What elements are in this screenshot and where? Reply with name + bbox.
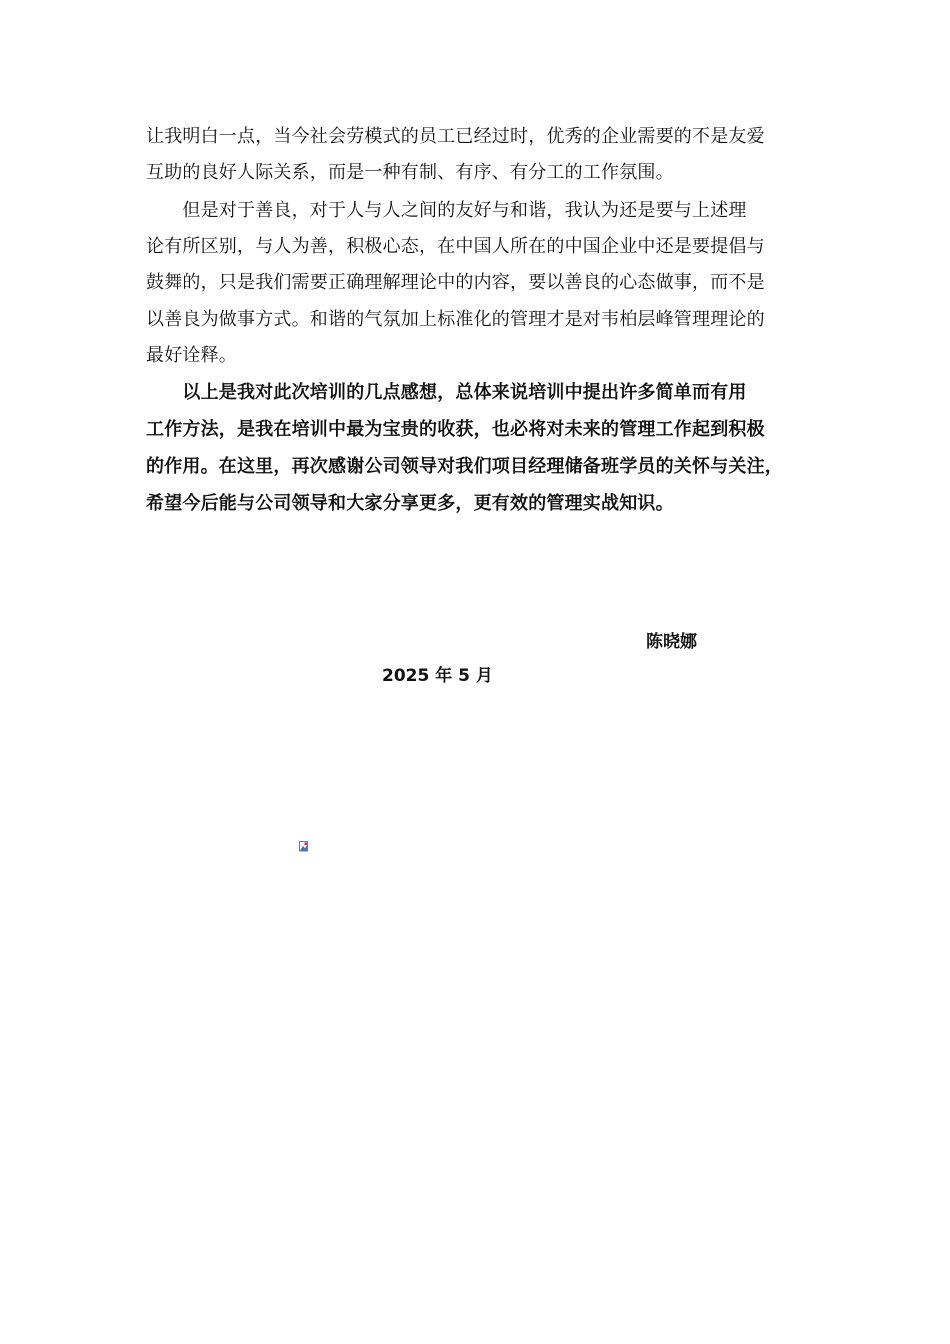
bold-paragraph-line: 的作用。在这里，再次感谢公司领导对我们项目经理储备班学员的关怀与关注， [146, 456, 783, 477]
paragraph-line: 互助的良好人际关系，而是一种有制、有序、有分工的工作氛围。 [146, 162, 674, 183]
bold-paragraph-line: 工作方法，是我在培训中最为宝贵的收获，也必将对未来的管理工作起到积极 [146, 419, 765, 440]
broken-image-icon [299, 837, 309, 848]
paragraph-line: 但是对于善良，对于人与人之间的友好与和谐，我认为还是要与上述理 [146, 200, 747, 221]
paragraph-line: 鼓舞的，只是我们需要正确理解理论中的内容，要以善良的心态做事，而不是 [146, 272, 765, 293]
bold-paragraph-line: 希望今后能与公司领导和大家分享更多，更有效的管理实战知识。 [146, 493, 674, 514]
paragraph-line: 论有所区别，与人为善，积极心态，在中国人所在的中国企业中还是要提倡与 [146, 236, 765, 257]
paragraph-line: 让我明白一点，当今社会劳模式的员工已经过时，优秀的企业需要的不是友爱 [146, 126, 765, 147]
bold-paragraph-line: 以上是我对此次培训的几点感想，总体来说培训中提出许多简单而有用 [146, 382, 747, 403]
signature-name: 陈晓娜 [646, 632, 697, 652]
paragraph-line: 以善良为做事方式。和谐的气氛加上标准化的管理才是对韦柏层峰管理理论的 [146, 309, 765, 330]
signature-date: 2025 年 5 月 [382, 666, 493, 686]
paragraph-line: 最好诠释。 [146, 345, 237, 366]
